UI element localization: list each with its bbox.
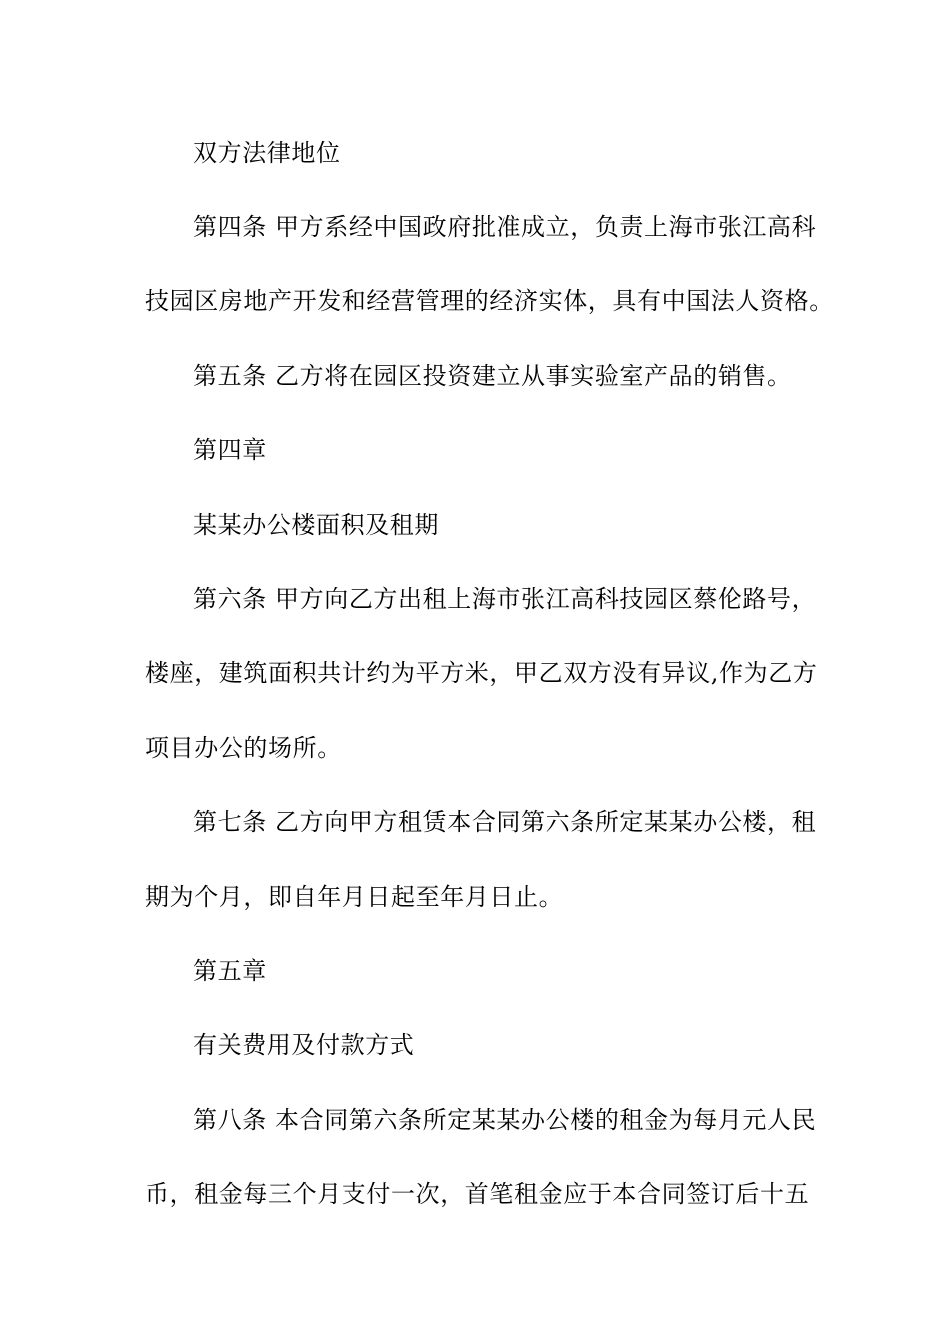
paragraph-line: 币，租金每三个月支付一次，首笔租金应于本合同签订后十五 [145,1180,810,1208]
paragraph-line: 第六条 甲方向乙方出租上海市张江高科技园区蔡伦路号， [193,585,817,613]
section-heading: 双方法律地位 [193,139,341,167]
paragraph-line: 第七条 乙方向甲方租赁本合同第六条所定某某办公楼，租 [193,808,817,836]
chapter-heading: 第五章 [193,957,267,985]
paragraph-line: 第八条 本合同第六条所定某某办公楼的租金为每月元人民 [193,1106,817,1134]
paragraph-line: 楼座，建筑面积共计约为平方米，甲乙双方没有异议,作为乙方 [145,659,818,687]
section-heading: 有关费用及付款方式 [193,1031,415,1059]
section-heading: 某某办公楼面积及租期 [193,511,439,539]
paragraph-line: 期为个月，即自年月日起至年月日止。 [145,883,564,911]
chapter-heading: 第四章 [193,436,267,464]
paragraph-line: 技园区房地产开发和经营管理的经济实体，具有中国法人资格。 [145,287,834,315]
paragraph-line: 第四条 甲方系经中国政府批准成立，负责上海市张江高科 [193,213,817,241]
paragraph-line: 第五条 乙方将在园区投资建立从事实验室产品的销售。 [193,362,792,390]
paragraph-line: 项目办公的场所。 [145,734,342,762]
